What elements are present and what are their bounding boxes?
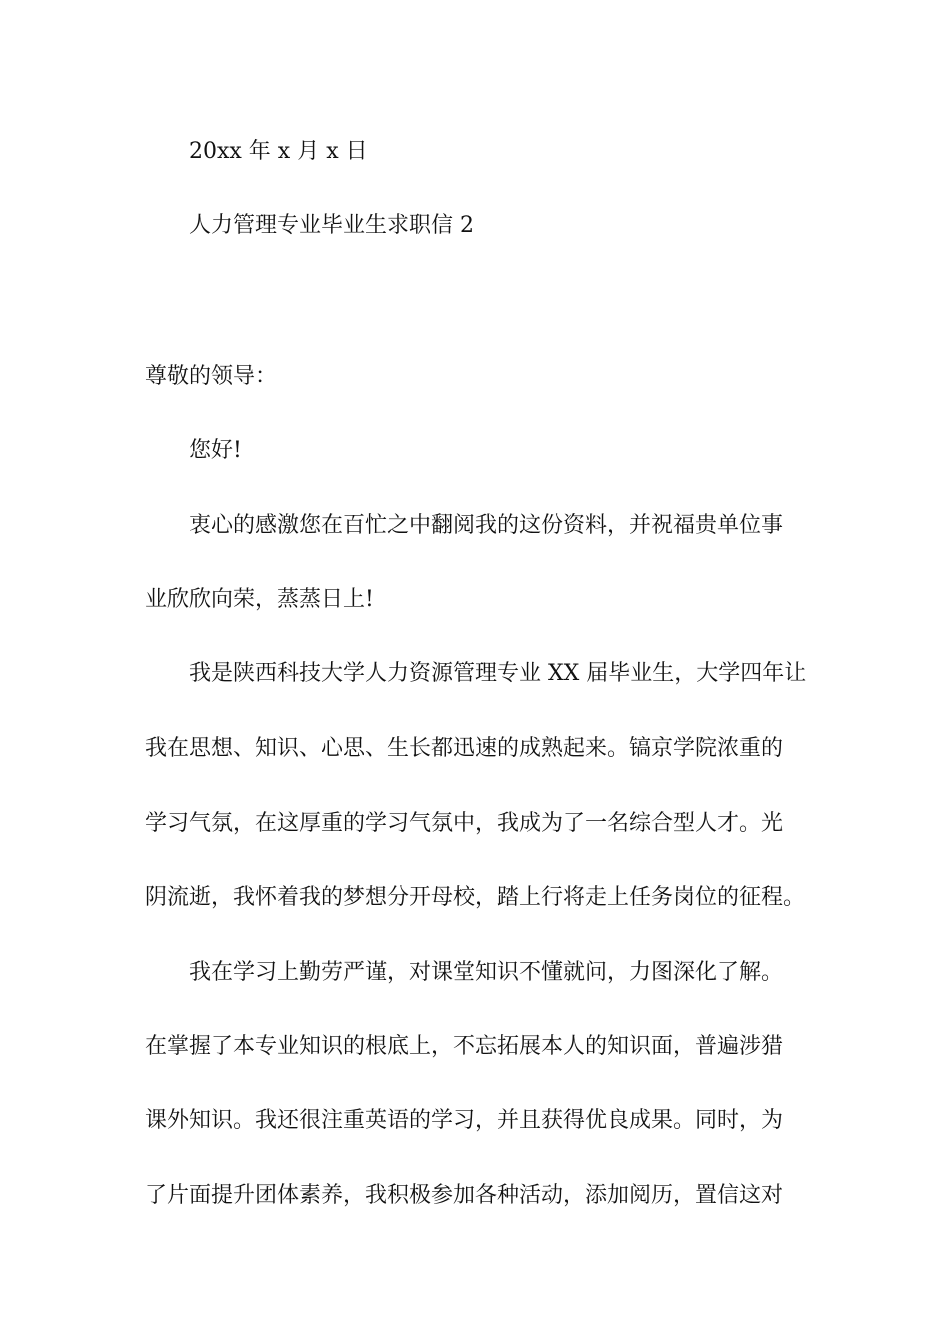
paragraph-line: 我在学习上勤劳严谨，对课堂知识不懂就问，力图深化了解。 bbox=[189, 960, 784, 985]
paragraph-line: 我是陕西科技大学人力资源管理专业 XX 届毕业生，大学四年让 bbox=[189, 661, 807, 686]
paragraph-line: 了片面提升团体素养，我积极参加各种活动，添加阅历，置信这对 bbox=[145, 1183, 784, 1208]
paragraph-line: 学习气氛，在这厚重的学习气氛中，我成为了一名综合型人才。光 bbox=[145, 811, 784, 836]
greeting: 您好! bbox=[189, 438, 242, 463]
date-line: 20xx 年 x 月 x 日 bbox=[189, 139, 368, 164]
document-title: 人力管理专业毕业生求职信 2 bbox=[189, 213, 474, 238]
paragraph-line: 衷心的感激您在百忙之中翻阅我的这份资料，并祝福贵单位事 bbox=[189, 513, 784, 538]
salutation: 尊敬的领导： bbox=[145, 364, 278, 389]
paragraph-line: 业欣欣向荣，蒸蒸日上! bbox=[145, 587, 374, 612]
paragraph-line: 阴流逝，我怀着我的梦想分开母校，踏上行将走上任务岗位的征程。 bbox=[145, 885, 806, 910]
paragraph-line: 我在思想、知识、心思、生长都迅速的成熟起来。镐京学院浓重的 bbox=[145, 736, 784, 761]
paragraph-line: 课外知识。我还很注重英语的学习，并且获得优良成果。同时，为 bbox=[145, 1108, 784, 1133]
paragraph-line: 在掌握了本专业知识的根底上，不忘拓展本人的知识面，普遍涉猎 bbox=[145, 1034, 784, 1059]
